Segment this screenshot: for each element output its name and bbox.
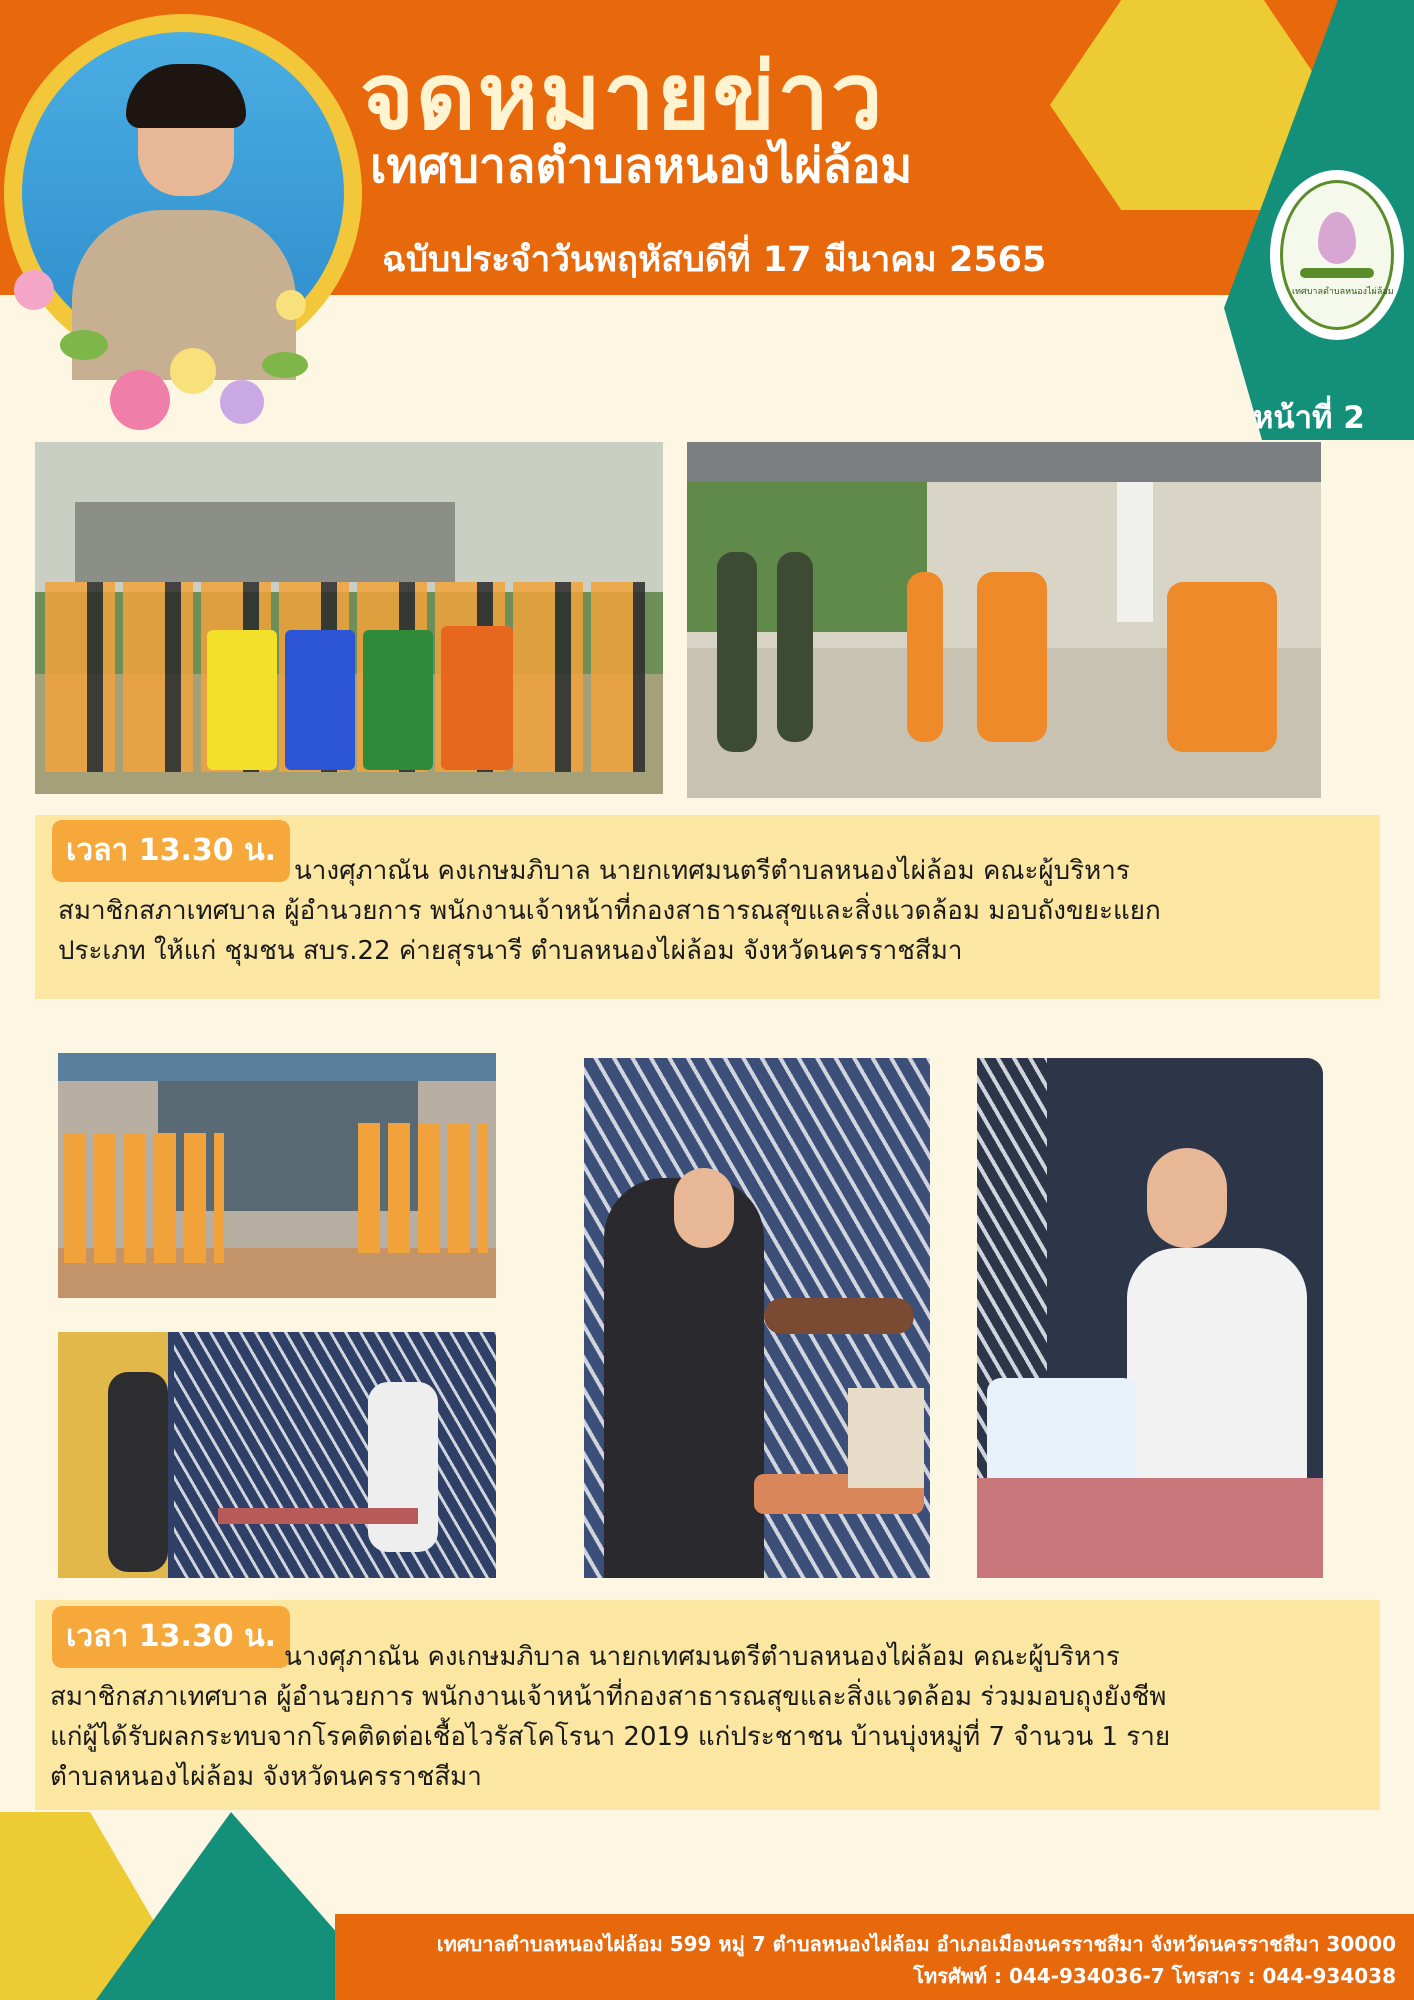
footer-address: เทศบาลตำบลหนองไผ่ล้อม 599 หมู่ 7 ตำบลหนองไผ่ล้อม อำเภอเมืองนครราชสีมา จังหวัดนครราชสีมา 30000 [436, 1932, 1396, 1956]
logo-ribbon [1300, 268, 1374, 278]
photo-shopfront-group [58, 1053, 496, 1298]
portrait-hair [126, 64, 246, 128]
flower-decor [14, 270, 54, 310]
flower-decor [220, 380, 264, 424]
newsletter-title: จดหมายข่าว [360, 43, 885, 150]
story-1-time-badge: เวลา 13.30 น. [52, 820, 290, 882]
story-2-line: ตำบลหนองไผ่ล้อม จังหวัดนครราชสีมา [50, 1762, 482, 1792]
story-2-time-badge: เวลา 13.30 น. [52, 1606, 290, 1668]
photo-bin-handover [35, 442, 663, 794]
footer-contact: โทรศัพท์ : 044-934036-7 โทรสาร : 044-934038 [913, 1964, 1396, 1988]
photo-handing-bag [584, 1058, 930, 1578]
story-1-line: ประเภท ให้แก่ ชุมชน สบร.22 ค่ายสุรนารี ตำบลหนองไผ่ล้อม จังหวัดนครราชสีมา [58, 936, 963, 966]
story-1-line: สมาชิกสภาเทศบาล ผู้อำนวยการ พนักงานเจ้าหน้าที่กองสาธารณสุขและสิ่งแวดล้อม มอบถังขยะแยก [58, 896, 1161, 926]
story-1-line: นางศุภาณัน คงเกษมภิบาล นายกเทศมนตรีตำบลหนองไผ่ล้อม คณะผู้บริหาร [294, 856, 1130, 886]
flower-decor [276, 290, 306, 320]
story-2-line: นางศุภาณัน คงเกษมภิบาล นายกเทศมนตรีตำบลหนองไผ่ล้อม คณะผู้บริหาร [284, 1642, 1120, 1672]
photo-donation-table [58, 1332, 496, 1578]
logo-text: เทศบาลตำบลหนองไผ่ล้อม [1292, 287, 1394, 297]
leaf-decor [60, 330, 108, 360]
flower-decor [170, 348, 216, 394]
issue-date: ฉบับประจำวันพฤหัสบดีที่ 17 มีนาคม 2565 [382, 240, 1047, 280]
photo-community-visit [687, 442, 1321, 798]
municipality-name: เทศบาลตำบลหนองไผ่ล้อม [370, 138, 913, 194]
photo-recipient [977, 1058, 1323, 1578]
page-number: หน้าที่ 2 [1253, 400, 1365, 436]
story-2-line: สมาชิกสภาเทศบาล ผู้อำนวยการ พนักงานเจ้าหน้าที่กองสาธารณสุขและสิ่งแวดล้อม ร่วมมอบถุงยังชีพ [50, 1682, 1167, 1712]
leaf-decor [262, 352, 308, 378]
flower-decor [110, 370, 170, 430]
story-2-line: แก่ผู้ได้รับผลกระทบจากโรคติดต่อเชื้อไวรัสโคโรนา 2019 แก่ประชาชน บ้านบุ่งหมู่ที่ 7 จำนวน 1 ราย [50, 1722, 1171, 1752]
